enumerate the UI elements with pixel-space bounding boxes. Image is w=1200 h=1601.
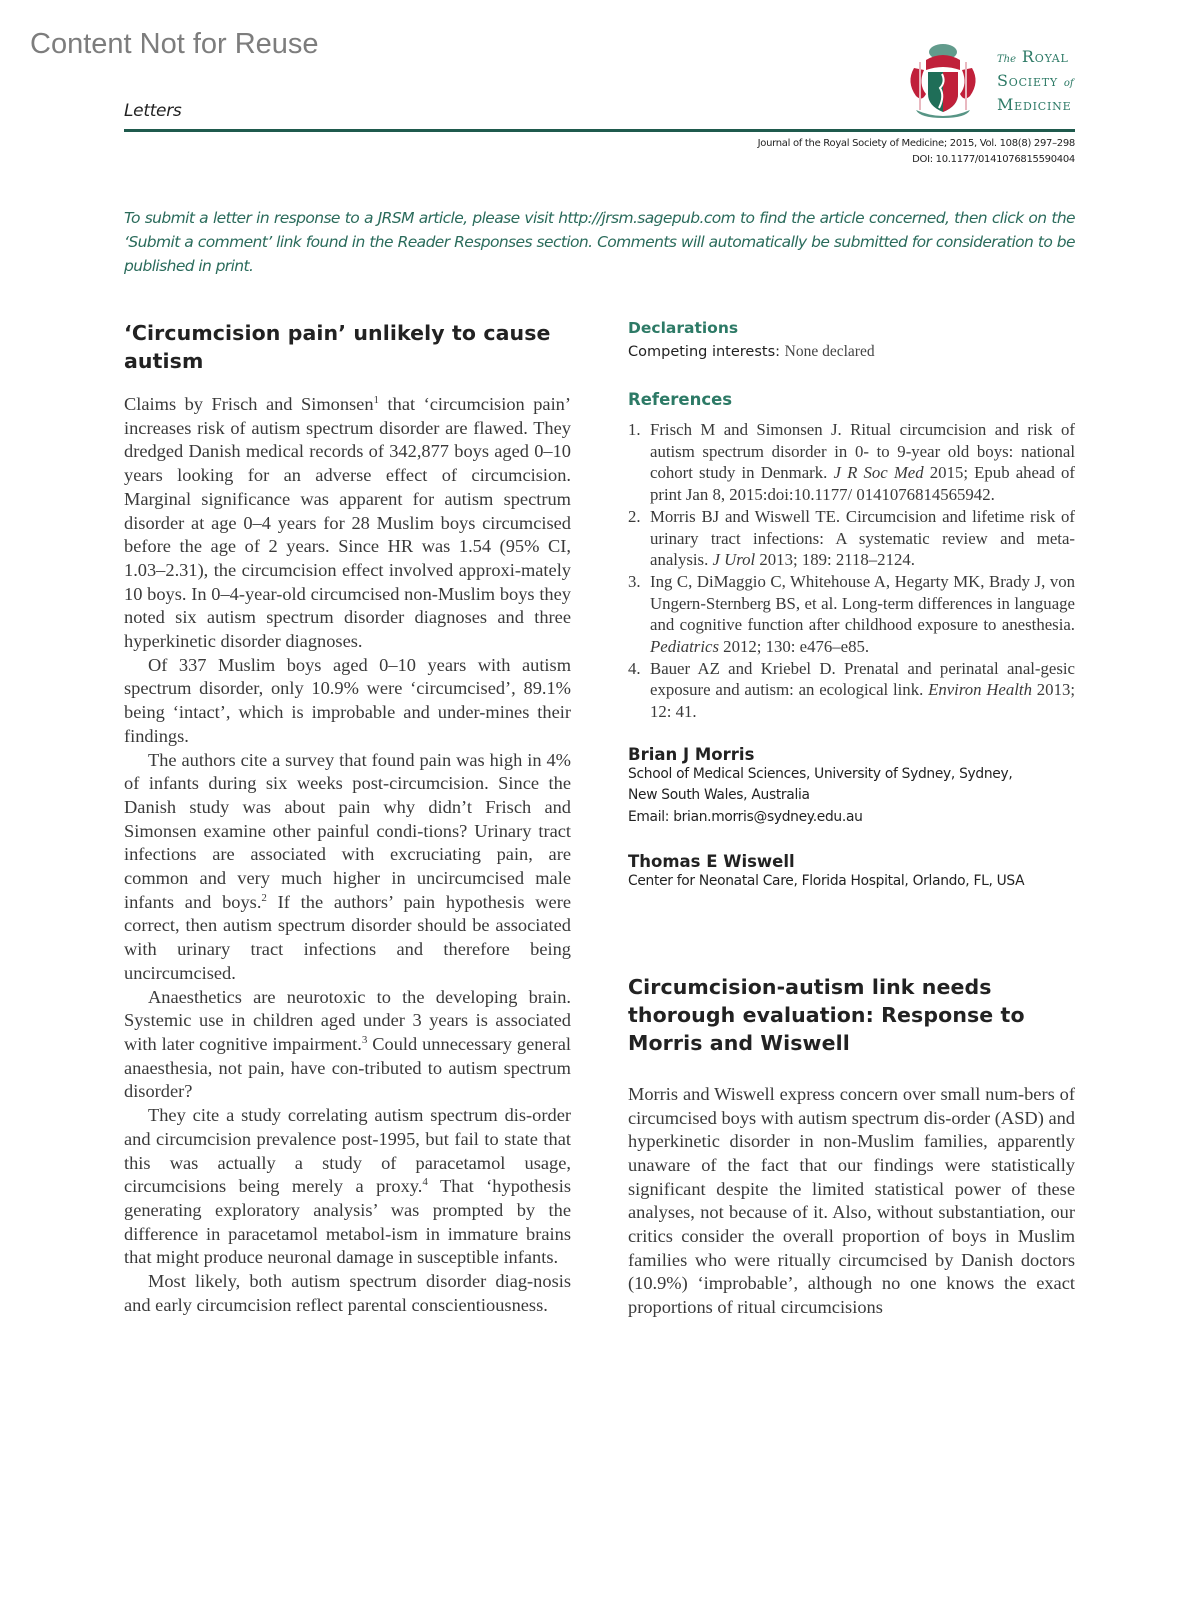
reference-item xyxy=(628,658,1075,723)
text-run: Frisch M and Simonsen J. Ritual circumcision and risk of autism spectrum disorder in 0- to 9-year old boys: national cohort study in Denmark. xyxy=(650,420,1075,483)
left-column xyxy=(124,319,571,1317)
letter2-body xyxy=(628,1083,1075,1320)
author-block xyxy=(628,745,1075,829)
competing-interests-value: None declared xyxy=(784,343,875,360)
journal-citation: Journal of the Royal Society of Medicine; 2015, Vol. 108(8) 297–298 xyxy=(757,138,1075,149)
society-society: Society xyxy=(997,71,1058,90)
text-run: 2013; 12: 41. xyxy=(650,680,1076,722)
society-medicine: Medicine xyxy=(997,95,1072,114)
text-run: Bauer AZ and Kriebel D. Prenatal and perinatal anal-gesic exposure and autism: an ecological link. xyxy=(650,658,1075,700)
society-wordmark xyxy=(997,46,1074,115)
submit-instructions: To submit a letter in response to a JRSM article, please visit http://jrsm.sagepub.com to find the article concerned, then click on the ‘Submit a comment’ link found in the Reader Responses section. Comments will automatically be submitted for consideration to be published in print. xyxy=(124,209,1075,275)
letter2-paragraph: Morris and Wiswell express concern over small num-bers of circumcised boys with autism spectrum dis-order (ASD) and hyperkinetic disorder in non-Muslim families, apparently unaware of the fact that our findings were statistically significant despite the limited statistical power of these analyses, not because of it. Also, without substantiation, our critics consider the overall proportion of boys in Muslim families who were ritually circumcised by Danish doctors (10.9%) ‘improbable’, although no one knows the exact proportions of ritual circumcisions xyxy=(628,1083,1075,1318)
reference-number: 3. xyxy=(628,571,641,591)
declarations-heading: Declarations xyxy=(628,319,739,337)
section-label: Letters xyxy=(124,101,182,121)
text-run: Most likely, both autism spectrum disorder diag-nosis and early circumcision reflect parental conscientiousness. xyxy=(124,1271,571,1315)
text-run: 2013; 189: 2118–2124. xyxy=(755,550,915,570)
header-rule xyxy=(124,129,1075,132)
letter1-paragraph xyxy=(124,986,571,1105)
text-run: The authors cite a survey that found pain was high in 4% of infants during six weeks post-circumcision. Since the Danish study was about pain why didn’t Frisch and Simonsen examine other painful condi-tions? Urinary tract infections are associated with excruciating pain, are common and very much higher in uncircumcised male infants and boys. xyxy=(124,749,571,912)
affiliation-line: New South Wales, Australia xyxy=(628,787,810,804)
journal-meta xyxy=(758,136,1075,168)
letter1-paragraph xyxy=(124,1270,571,1317)
reference-number: 1. xyxy=(628,420,641,439)
society-royal: Royal xyxy=(1021,47,1069,66)
text-run: Anaesthetics are neurotoxic to the developing brain. Systemic use in children aged under 3 years is associated with later cognitive impairment. xyxy=(124,986,571,1054)
text-run: Of 337 Muslim boys aged 0–10 years with autism spectrum disorder, only 10.9% were ‘circumcised’, 89.1% being ‘intact’, which is improbable and under-mines their findings. xyxy=(124,654,571,746)
citation-ref: 4 xyxy=(422,1176,428,1189)
citation-ref: 1 xyxy=(373,394,380,406)
text-run: They cite a study correlating autism spectrum dis-order and circumcision prevalence post-1995, but fail to state that this was actually a study of paracetamol usage, circumcisions being merely a proxy. xyxy=(124,1105,571,1197)
text-run: Could unnecessary general anaesthesia, not pain, have con-tributed to autism spectrum disorder? xyxy=(124,1033,571,1102)
text-run: Claims by Frisch and Simonsen xyxy=(124,394,374,414)
journal-name: Environ Health xyxy=(928,680,1032,700)
author-name: Thomas E Wiswell xyxy=(628,852,795,872)
journal-name: J Urol xyxy=(712,550,756,570)
author-block xyxy=(628,852,1075,893)
letter1-paragraph xyxy=(124,654,571,749)
references-heading: References xyxy=(628,390,733,409)
text-run: 2012; 130: e476–e85. xyxy=(718,637,870,657)
reference-number: 2. xyxy=(628,506,641,526)
reference-item xyxy=(628,419,1075,506)
reference-number: 4. xyxy=(628,658,641,678)
society-the: The xyxy=(997,54,1017,65)
affiliation-line: Center for Neonatal Care, Florida Hospital, Orlando, FL, USA xyxy=(628,873,1025,890)
journal-name: Pediatrics xyxy=(650,637,719,657)
letter1-paragraph xyxy=(124,1104,571,1270)
text-run: that ‘circumcision pain’ increases risk of autism spectrum disorder are flawed. They dredged Danish medical records of 342,877 boys aged 0–10 years looking for an adverse effect of circumcision. Marginal significance was apparent for autism spectrum disorder at age 0–4 years for 28 Muslim boys circumcised before the age of 2 years. Since HR was 1.54 (95% CI, 1.03–2.31), the circumcision effect involved approxi-mately 10 boys. In 0–4-year-old circumcised non-Muslim boys they noted six autism spectrum disorder diagnoses and three hyperkinetic disorder diagnoses. xyxy=(124,394,571,652)
letter1-title: ‘Circumcision pain’ unlikely to cause autism xyxy=(124,321,551,373)
competing-interests-label: Competing interests: xyxy=(628,344,781,360)
affiliation-line: School of Medical Sciences, University of Sydney, Sydney, xyxy=(628,765,1013,782)
society-of: of xyxy=(1063,78,1074,89)
citation-ref: 2 xyxy=(261,891,267,904)
author-name: Brian J Morris xyxy=(628,744,755,764)
right-column xyxy=(628,319,1075,1320)
citation-ref: 3 xyxy=(361,1033,368,1046)
reference-list xyxy=(628,419,1075,723)
letter1-body xyxy=(124,393,571,1317)
doi: DOI: 10.1177/0141076815590404 xyxy=(912,154,1075,165)
text-run: Morris BJ and Wiswell TE. Circumcision and lifetime risk of urinary tract infections: A systematic review and meta-analysis. xyxy=(650,506,1075,570)
author-affiliation xyxy=(628,871,1075,893)
letter2-title: Circumcision-autism link needs thorough evaluation: Response to Morris and Wiswell xyxy=(628,974,1025,1055)
author-affiliation xyxy=(628,764,1075,829)
watermark: Content Not for Reuse xyxy=(30,28,319,60)
text-run: That ‘hypothesis generating exploratory analysis’ was prompted by the difference in paracetamol metabol-ism in immature brains that might produce neuronal damage in susceptible infants. xyxy=(124,1176,571,1268)
letter1-paragraph xyxy=(124,393,571,654)
reference-item xyxy=(628,506,1075,571)
reference-item xyxy=(628,571,1075,658)
author-email: Email: brian.morris@sydney.edu.au xyxy=(628,808,863,825)
royal-society-crest-icon xyxy=(902,38,984,120)
text-run: 2015; Epub ahead of print Jan 8, 2015:doi:10.1177/ 0141076814565942. xyxy=(650,463,1075,505)
letter1-paragraph xyxy=(124,749,571,986)
journal-name: J R Soc Med xyxy=(833,463,924,483)
text-run: Ing C, DiMaggio C, Whitehouse A, Hegarty MK, Brady J, von Ungern-Sternberg BS, et al. Long-term differences in language and cognitive function after childhood exposure to anesthesia. xyxy=(650,571,1075,635)
competing-interests xyxy=(628,343,1075,361)
text-run: If the authors’ pain hypothesis were correct, then autism spectrum disorder should be associated with urinary tract infections and therefore being uncircumcised. xyxy=(124,891,571,983)
